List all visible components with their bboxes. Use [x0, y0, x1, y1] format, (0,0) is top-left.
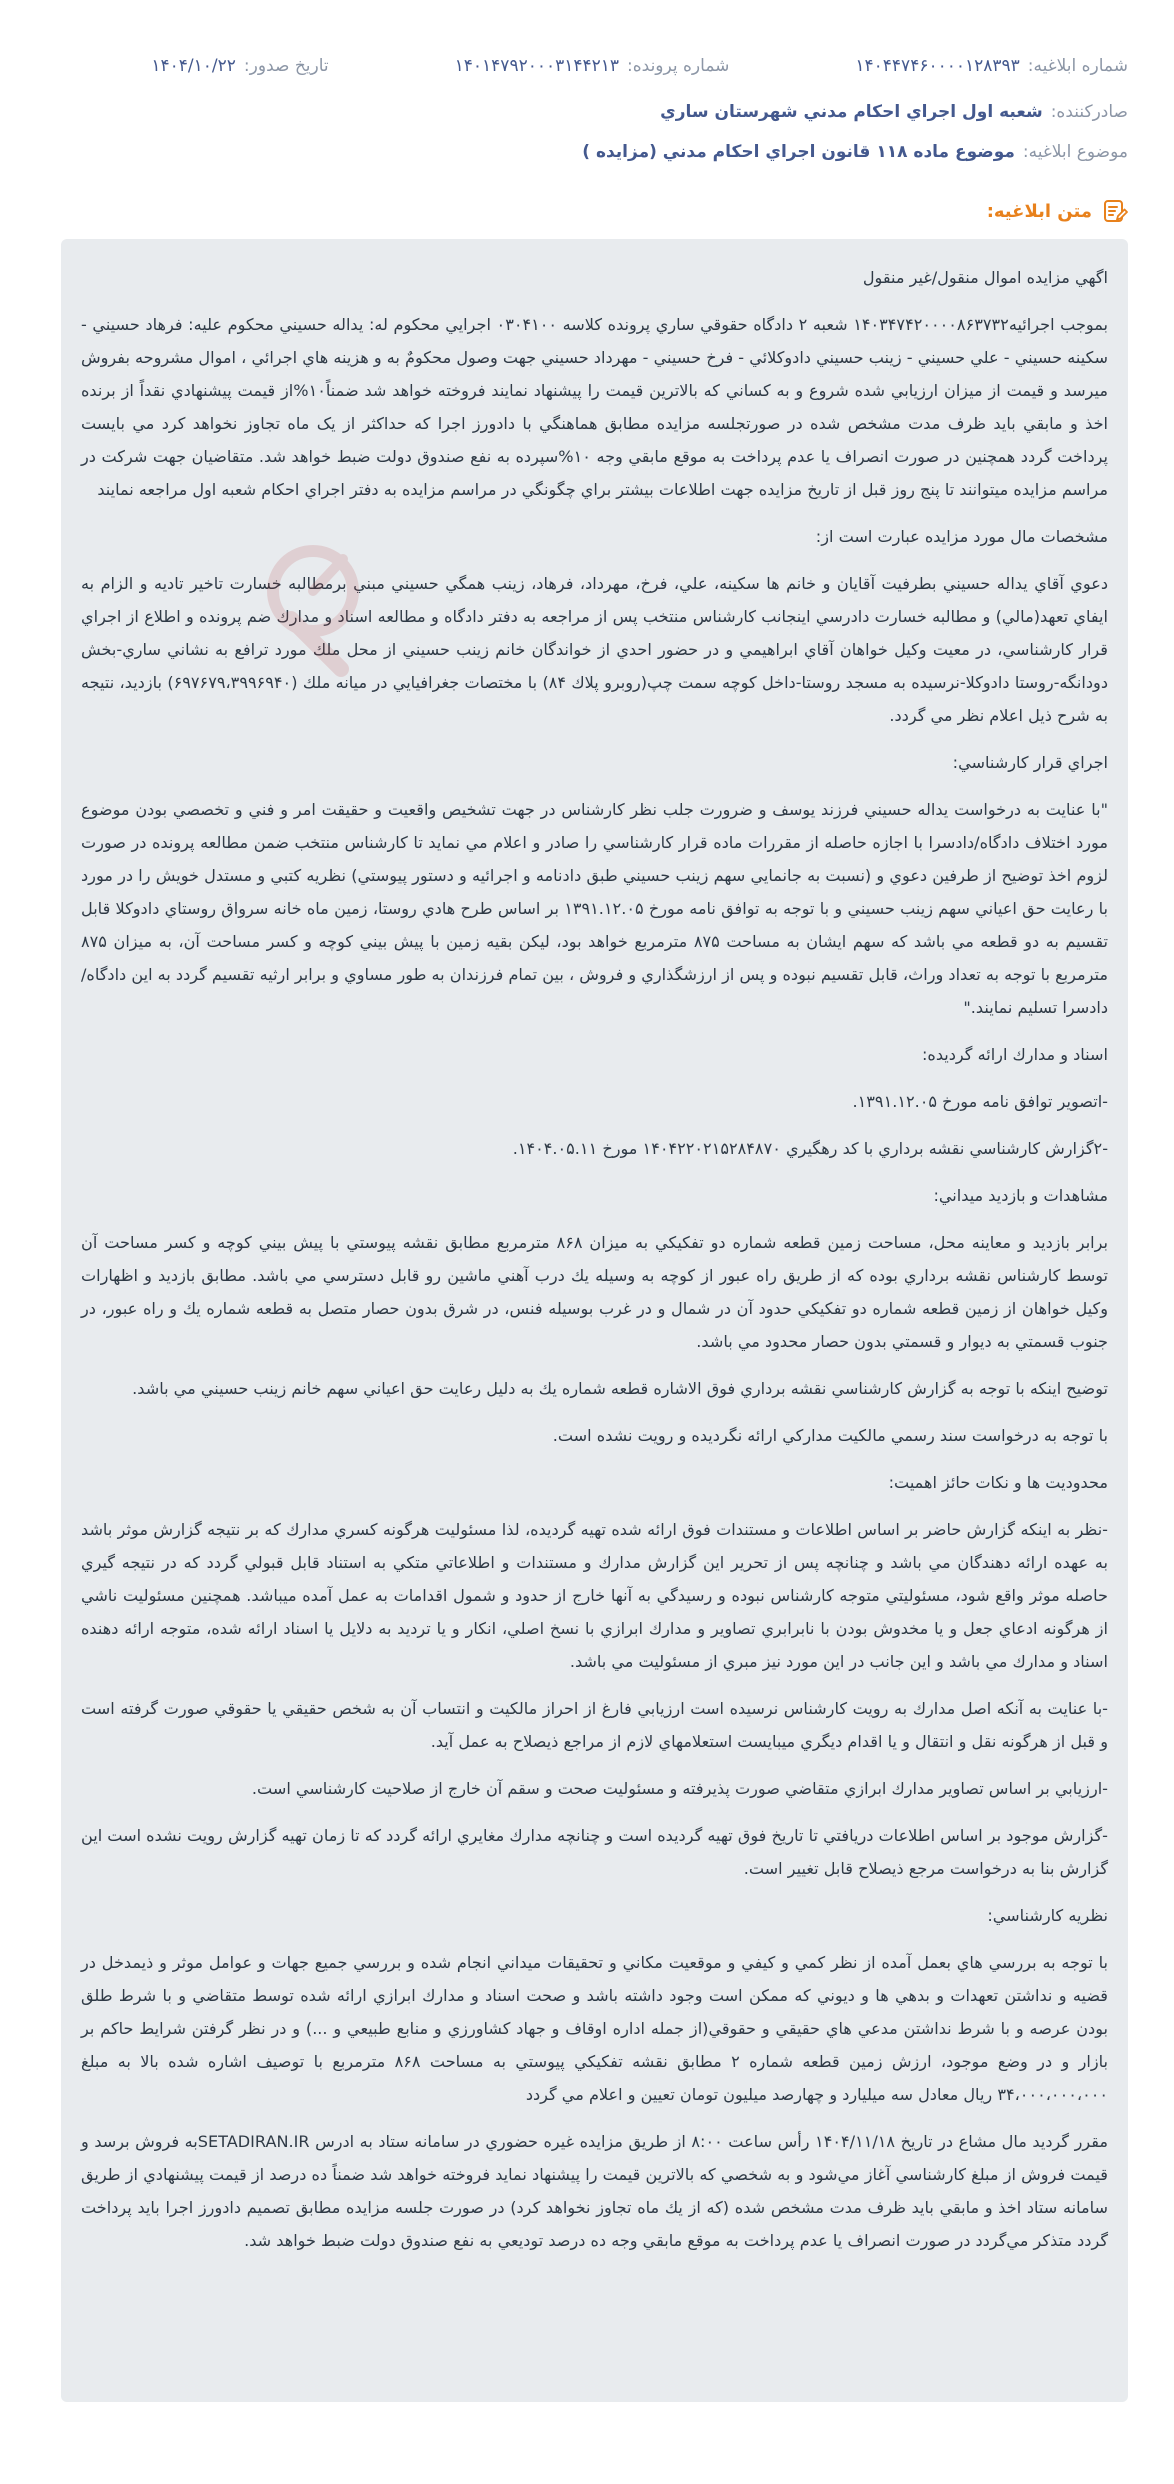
notice-paragraph: توضيح اينكه با توجه به گزارش كارشناسي نقشه برداري فوق الاشاره قطعه شماره يك به دليل رعايت حق اعياني سهم خانم زينب حسيني مي باشد.: [132, 1379, 1108, 1398]
notice-body-container: [61, 239, 1128, 2402]
notice-number-value: ۱۴۰۴۴۷۴۶۰۰۰۰۱۲۸۳۹۳: [855, 56, 1020, 76]
subject-value: موضوع ماده ۱۱۸ قانون اجراي احكام مدني (مزايده ): [582, 142, 1015, 162]
notice-paragraph: -نظر به اينكه گزارش حاضر بر اساس اطلاعات و مستندات فوق ارائه شده تهيه گرديده، لذا مسئوليت هرگونه كسري مدارك كه بر نتيجه گزارش موثر باشد به عهده ارائه دهندگان مي باشد و چنانچه پس از تحرير اين گزارش مدارك و مستندات و اطلاعاتي متكي به استناد قابل قبولي گردد كه در نتيجه گيري حاصله موثر واقع شود، مسئوليتي متوجه كارشناس نبوده و رسيدگي به آنها خارج از حدود و شمول اقدامات به عمل آمده ميباشد. همچنين مسئوليت ناشي از هرگونه ادعاي جعل و يا مخدوش بودن با نابرابري تصاوير و مدارك ابرازي با نسخ اصلي، انكار و يا ترديد به دلايل يا اسناد ارائه شده، متوجه ارائه دهنده اسناد و مدارك مي باشد و اين جانب در اين مورد نيز مبري از مسئوليت مي باشد.: [81, 1520, 1108, 1671]
notice-text-heading: [987, 198, 1128, 224]
notice-paragraph: مقرر گرديد مال مشاع در تاريخ ۱۴۰۴/۱۱/۱۸ رأس ساعت ۸:۰۰ از طريق مزايده غيره حضوري در سامانه ستاد به ادرس SETADIRAN.IRبه فروش برسد و قيمت فروش از مبلغ كارشناسي آغاز مي‌شود و به شخصي كه بالاترين قيمت را پيشنهاد نمايد فروخته خواهد شد ضمناً ده درصد از قيمت پيشنهادي از طريق سامانه ستاد اخذ و مابقي بايد ظرف مدت مشخص شده (كه از يك ماه تجاوز نخواهد كرد) در صورت جلسه مزايده مطابق تصميم دادورز اجرا بايد پرداخت گردد متذكر مي‌گردد در صورت انصراف يا عدم پرداخت به موقع مابقي وجه ده درصد توديعي به نفع صندوق دولت ضبط خواهد شد.: [81, 2132, 1109, 2250]
document-edit-icon: [1102, 198, 1128, 224]
issuer-field: [46, 102, 1128, 122]
notice-paragraph: اجراي قرار كارشناسي:: [952, 753, 1108, 772]
notice-paragraph: نظريه كارشناسي:: [987, 1906, 1108, 1925]
notice-number-field: [855, 56, 1128, 76]
notice-paragraph: -گزارش موجود بر اساس اطلاعات دريافتي تا تاريخ فوق تهيه گرديده است و چنانچه مدارك مغايري ارائه گردد كه تا زمان تهيه گزارش رويت نشده است اين گزارش بنا به درخواست مرجع ذيصلاح قابل تغيير است.: [80, 1826, 1108, 1878]
issuer-label: صادرکننده:: [1050, 102, 1128, 122]
notice-paragraph: اسناد و مدارك ارائه گرديده:: [921, 1045, 1108, 1064]
notice-paragraph: مشاهدات و بازديد ميداني:: [933, 1186, 1108, 1205]
notice-paragraph: با توجه به درخواست سند رسمي مالكيت مداركي ارائه نگرديده و رويت نشده است.: [552, 1426, 1108, 1445]
notice-body-text: [81, 261, 1108, 2257]
notice-paragraph: -ارزيابي بر اساس تصاوير مدارك ابرازي متقاضي صورت پذيرفته و مسئوليت صحت و سقم آن خارج از صلاحيت كارشناسي است.: [251, 1779, 1108, 1798]
notice-paragraph: دعوي آقاي يداله حسيني بطرفيت آقايان و خانم ها سكينه، علي، فرخ، مهرداد، فرهاد، زينب همگي حسيني مبني برمطالبه خسارت تاخير تاديه و الزام به ايفاي تعهد(مالي) و مطالبه خسارت دادرسي اينجانب كارشناس منتخب پس از مراجعه به دفتر دادگاه و مطالعه اسناد و مدارك ضم پرونده و اطلاع از اجراي قرار كارشناسي، در معيت وكيل خواهان آقاي ابراهيمي و در حضور احدي از خواندگان خانم زينب حسيني از محل ملك مورد ترافع به نشاني ساري-بخش دودانگه-روستا دادوكلا-نرسيده به مسجد روستا-داخل كوچه سمت چپ(روبرو پلاك ۸۴) با مختصات جغرافيايي در ميانه ملك (۶۹۷۶۷۹،۳۹۹۶۹۴۰) بازديد، نتيجه به شرح ذيل اعلام نظر مي گردد.: [81, 574, 1108, 725]
subject-field: [46, 142, 1128, 162]
notice-paragraph: -اتصوير توافق نامه مورخ ۱۳۹۱.۱۲.۰۵.: [852, 1092, 1108, 1111]
notice-paragraph: -۲گزارش كارشناسي نقشه برداري با كد رهگيري ۱۴۰۴۲۲۰۲۱۵۲۸۴۸۷۰ مورخ ۱۴۰۴.۰۵.۱۱.: [512, 1139, 1108, 1158]
case-number-label: شماره پرونده:: [627, 56, 730, 76]
notice-paragraph: محدوديت ها و نكات حائز اهميت:: [888, 1473, 1108, 1492]
notice-paragraph: برابر بازديد و معاينه محل، مساحت زمين قطعه شماره دو تفكيكي به ميزان ۸۶۸ مترمربع مطابق نقشه پيوستي با پيش بيني كوچه و كسر مساحت آن توسط كارشناس نقشه برداري بوده كه از طريق راه عبور از كوچه به وسيله يك درب آهني ماشين رو قابل دسترسي مي باشد. مطابق بازديد و اظهارات وكيل خواهان از زمين قطعه شماره دو تفكيكي حدود آن در شمال و در غرب بوسيله فنس، در شرق بدون حصار متصل به قطعه شماره يك و راه عبور، در جنوب قسمتي به ديوار و قسمتي بدون حصار محدود مي باشد.: [81, 1233, 1108, 1351]
notice-paragraph: -با عنايت به آنكه اصل مدارك به رويت كارشناس نرسيده است ارزيابي فارغ از احراز مالكيت و انتساب آن به شخص حقيقي يا حقوقي صورت گرفته است و قبل از هرگونه نقل و انتقال و يا اقدام ديگري ميبايست استعلامهاي لازم از مراجع ذيصلاح به عمل آيد.: [81, 1699, 1108, 1751]
notice-paragraph: بموجب اجرائيه۱۴۰۳۴۷۴۲۰۰۰۰۸۶۳۷۳۲ شعبه ۲ دادگاه حقوقي ساري پرونده كلاسه ۰۳۰۴۱۰۰ اجرايي محكوم له: يداله حسيني محكوم عليه: فرهاد حسيني - سكينه حسيني - علي حسيني - زينب حسيني دادوكلائي - فرخ حسيني - مهرداد حسيني جهت وصول محكومٌ به و هزينه هاي اجرائي ، اموال مشروحه بفروش ميرسد و قيمت از ميزان ارزيابي شده شروع و به كساني كه بالاترين قيمت را پيشنهاد نمايند فروخته خواهد شد ضمناً۱۰%از قيمت پيشنهادي نقداً از برنده اخذ و مابقي بايد ظرف مدت مشخص شده در صورتجلسه مزايده مطابق هماهنگي با دادورز اجرا كه حداكثر از يک ماه تجاوز نخواهد كرد مي بايست پرداخت گردد همچنين در صورت انصراف يا عدم پرداخت به موقع مابقي وجه ۱۰%سپرده به نفع صندوق دولت ضبط خواهد شد. متقاضيان جهت شركت در مراسم مزايده ميتوانند تا پنج روز قبل از تاريخ مزايده جهت اطلاعات بيشتر براي چگونگي در مراسم مزايده به دفتر اجراي احكام شعبه اول مراجعه نمايند: [81, 315, 1108, 499]
subject-label: موضوع ابلاغيه:: [1022, 142, 1128, 162]
issue-date-value: ۱۴۰۴/۱۰/۲۲: [151, 56, 236, 76]
issue-date-label: تاريخ صدور:: [243, 56, 329, 76]
metadata-row-numbers: [46, 56, 1128, 76]
issuer-value: شعبه اول اجراي احكام مدني شهرستان ساري: [660, 102, 1043, 122]
case-number-field: [455, 56, 730, 76]
notice-paragraph: مشخصات مال مورد مزايده عبارت است از:: [815, 527, 1108, 546]
notice-paragraph: "با عنايت به درخواست يداله حسيني فرزند يوسف و ضرورت جلب نظر كارشناس در جهت تشخيص واقعيت و حقيقت امر و فني و تخصصي بودن موضوع مورد اختلاف دادگاه/دادسرا با اجازه حاصله از مقررات ماده قرار كارشناسي را صادر و اعلام مي نمايد تا كارشناس منتخب ضمن مطالعه پرونده در صورت لزوم اخذ توضيح از طرفين دعوي و (نسبت به جانمايي سهم زينب حسيني طبق دادنامه و اجرائيه و دستور پيوستي) نظريه كتبي و مستدل خويش را در مورد با رعايت حق اعياني سهم زينب حسيني و با توجه به توافق نامه مورخ ۱۳۹۱.۱۲.۰۵ بر اساس طرح هادي روستا، زمين ماه خانه سرواق روستاي دادوكلا قابل تقسيم به دو قطعه مي باشد كه سهم ايشان به مساحت ۸۷۵ مترمربع خواهد بود، ليكن بقيه زمين با پيش بيني كوچه و كسر مساحت آن، به ميزان ۸۷۵ مترمربع با توجه به تعداد وراث، قابل تقسيم نبوده و پس از ارزشگذاري و فروش ، بين تمام فرزندان به طور مساوي و برابر ارثيه تقسيم گردد به اين دادگاه/دادسرا تسليم نمايند.": [81, 800, 1109, 1017]
notice-text-title: متن ابلاغيه:: [986, 200, 1092, 222]
issue-date-field: [151, 56, 328, 76]
case-number-value: ۱۴۰۱۴۷۹۲۰۰۰۳۱۴۴۲۱۳: [454, 56, 620, 76]
notice-paragraph: با توجه به بررسي هاي بعمل آمده از نظر كمي و كيفي و موقعيت مكاني و تحقيقات ميداني انجام شده و بررسي جميع جهات و عوامل موثر و ذيمدخل در قضيه و نداشتن تعهدات و بدهي ها و ديوني كه ممكن است وجود داشته باشد و صحت اسناد و مدارك ابرازي ارائه شده توسط متقاضي و با شرط طلق بودن عرصه و با شرط نداشتن مدعي هاي حقيقي و حقوقي(از جمله اداره اوقاف و جهاد كشاورزي و منابع طبيعي و ...) و در نظر گرفتن شرايط حاكم بر بازار و در وضع موجود، ارزش زمين قطعه شماره ۲ مطابق نقشه تفكيكي پيوستي به مساحت ۸۶۸ مترمربع با توصيف اشاره شده بالا به مبلغ ۳۴،۰۰۰،۰۰۰،۰۰۰ ريال معادل سه ميليارد و چهارصد ميليون تومان تعيين و اعلام مي گردد: [81, 1953, 1109, 2104]
notice-number-label: شماره ابلاغيه:: [1027, 56, 1128, 76]
notice-paragraph: اگهي مزايده اموال منقول/غير منقول: [862, 268, 1108, 287]
